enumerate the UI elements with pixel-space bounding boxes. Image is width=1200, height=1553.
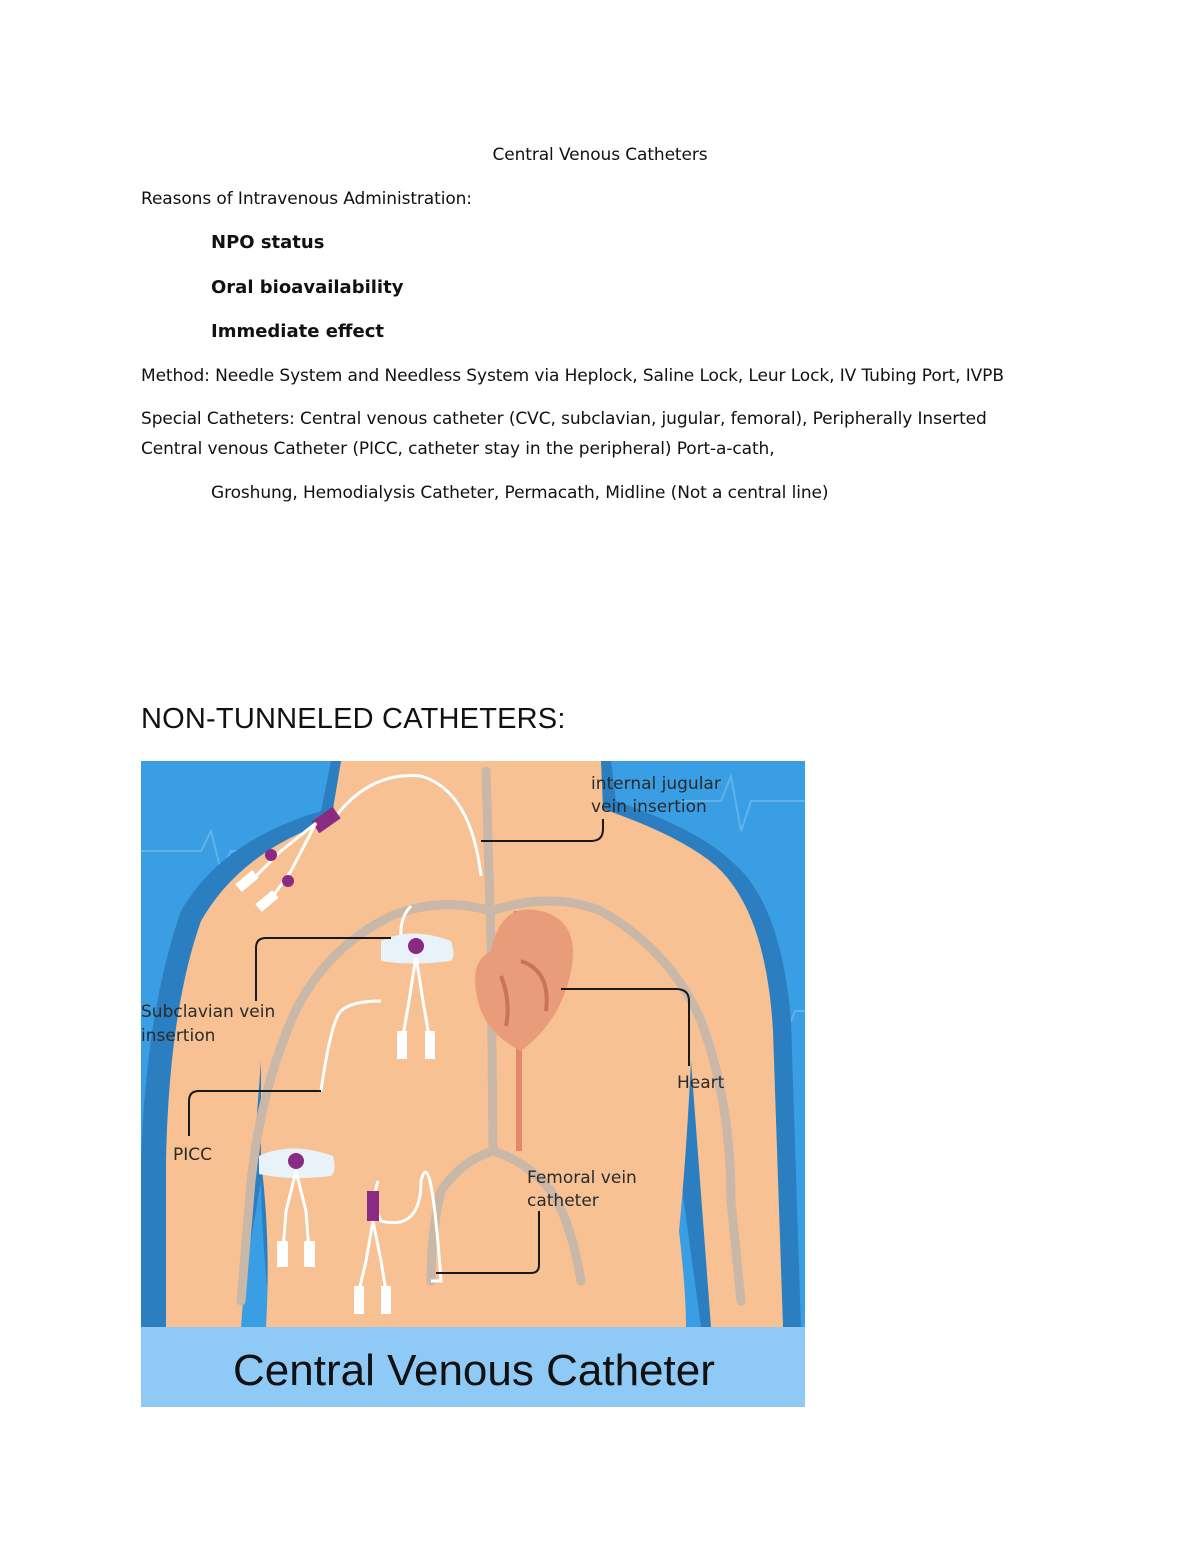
subclavian-label: insertion [141,1026,216,1046]
picc-label: PICC [173,1145,213,1165]
reason-item: Immediate effect [211,321,384,342]
special-catheters-line: Central venous Catheter (PICC, catheter stay in the peripheral) Port-a-cath, [141,439,775,459]
reason-item: Oral bioavailability [211,277,404,298]
heart-label: Heart [677,1073,725,1093]
femoral-label: catheter [527,1191,599,1211]
special-catheters-line: Special Catheters: Central venous catheter (CVC, subclavian, jugular, femoral), Peripherally Inserted [141,409,987,429]
central-venous-catheter-illustration [141,761,805,1407]
document-title: Central Venous Catheters [492,145,708,165]
jugular-label: internal jugular [591,774,721,794]
reasons-heading: Reasons of Intravenous Administration: [141,189,472,209]
section-heading: NON-TUNNELED CATHETERS: [141,703,566,735]
subclavian-label: Subclavian vein [141,1002,276,1022]
femoral-label: Femoral vein [527,1168,637,1188]
reason-item: NPO status [211,232,325,253]
method-paragraph: Method: Needle System and Needless System via Heplock, Saline Lock, Leur Lock, IV Tubing Port, IVPB [141,366,1004,386]
jugular-label: vein insertion [591,797,707,817]
special-catheters-line: Groshung, Hemodialysis Catheter, Permacath, Midline (Not a central line) [211,483,829,503]
figure-caption: Central Venous Catheter [233,1346,715,1395]
